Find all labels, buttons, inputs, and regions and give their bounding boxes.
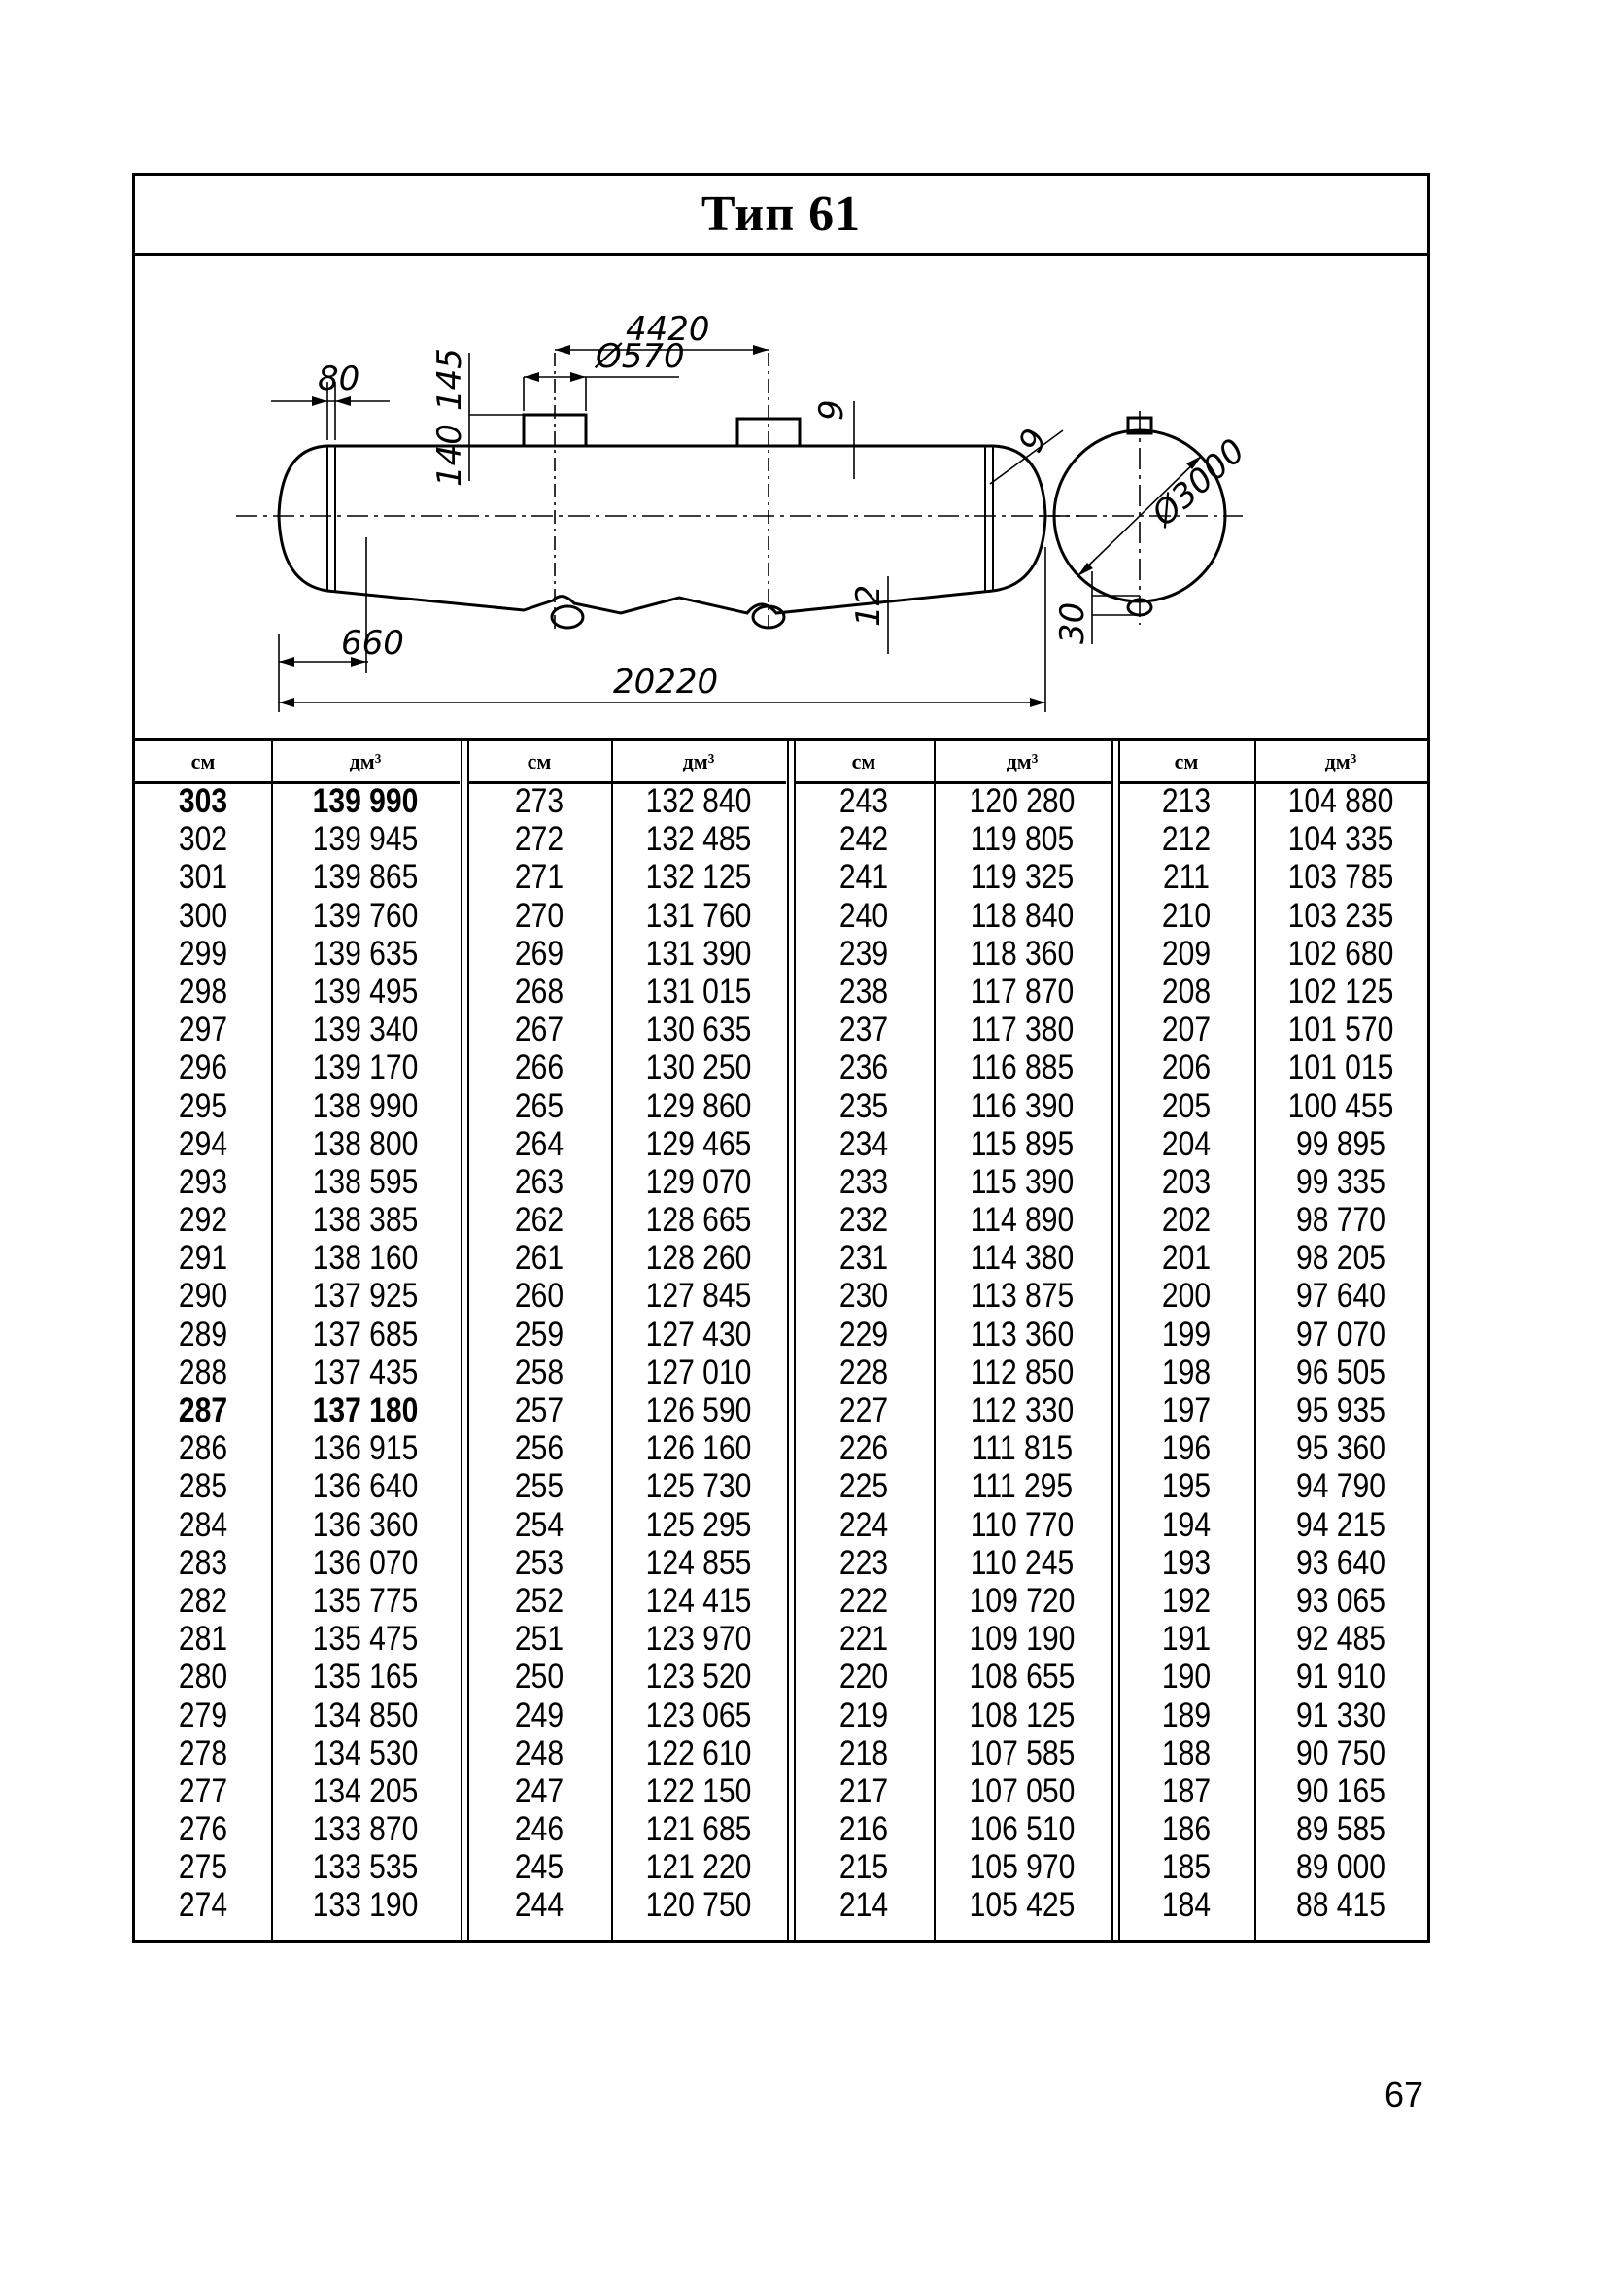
table-cell-dm: 105 970: [969, 1848, 1076, 1887]
table-cell-cm: 238: [838, 972, 889, 1011]
table-cell-dm: 122 610: [645, 1733, 752, 1772]
table-cell-cm: 261: [514, 1239, 564, 1278]
table-cell-dm: 95 935: [1295, 1391, 1386, 1429]
table-cell-dm: 118 840: [970, 896, 1075, 935]
table-cell-cm: 234: [838, 1124, 889, 1163]
table-cell-cm: 228: [838, 1353, 889, 1391]
table-cell-dm: 116 885: [970, 1048, 1075, 1087]
label-9-head: 9: [1010, 423, 1056, 459]
table-cell-dm: 129 860: [645, 1086, 752, 1125]
table-cell-dm: 108 125: [969, 1696, 1076, 1734]
table-cell-dm: 123 065: [645, 1696, 752, 1734]
table-cell-dm: 139 170: [312, 1048, 419, 1087]
table-column-cm-2: [467, 741, 611, 1940]
table-cell-dm: 130 635: [645, 1011, 752, 1049]
table-cell-cm: 210: [1161, 896, 1212, 935]
column-header-cm: см: [794, 741, 934, 784]
table-cell-cm: 251: [514, 1620, 564, 1659]
table-cell-cm: 270: [514, 896, 564, 935]
table-cell-cm: 186: [1161, 1810, 1212, 1849]
table-cell-cm: 203: [1161, 1162, 1212, 1201]
table-cell-cm: 287: [178, 1391, 228, 1429]
table-cell-dm: 100 455: [1287, 1086, 1394, 1125]
table-cell-dm: 124 415: [645, 1581, 752, 1620]
table-cell-cm: 248: [514, 1733, 564, 1772]
table-cell-cm: 195: [1161, 1467, 1212, 1506]
column-values: [467, 782, 611, 1925]
table-cell-cm: 201: [1161, 1239, 1212, 1278]
table-cell-cm: 190: [1161, 1658, 1212, 1696]
table-cell-dm: 89 585: [1295, 1810, 1386, 1849]
table-cell-cm: 286: [178, 1429, 228, 1468]
table-cell-cm: 298: [178, 972, 228, 1011]
table-cell-dm: 139 865: [312, 858, 419, 897]
label-140: 140: [430, 424, 469, 487]
table-cell-cm: 256: [514, 1429, 564, 1468]
table-cell-dm: 137 180: [312, 1391, 419, 1429]
table-cell-cm: 265: [514, 1086, 564, 1125]
table-cell-cm: 216: [838, 1810, 889, 1849]
table-cell-dm: 114 890: [970, 1201, 1075, 1240]
table-cell-cm: 281: [178, 1620, 228, 1659]
table-cell-dm: 127 010: [645, 1353, 752, 1391]
label-3000: Ø3000: [1145, 431, 1253, 534]
table-cell-dm: 138 595: [312, 1162, 419, 1201]
table-cell-cm: 295: [178, 1086, 228, 1125]
table-cell-dm: 113 875: [970, 1277, 1075, 1316]
table-cell-cm: 240: [838, 896, 889, 935]
table-cell-cm: 300: [178, 896, 228, 935]
table-cell-dm: 138 800: [312, 1124, 419, 1163]
table-cell-dm: 139 635: [312, 934, 419, 973]
table-cell-dm: 88 415: [1295, 1886, 1386, 1925]
table-cell-cm: 214: [838, 1886, 889, 1925]
table-cell-cm: 255: [514, 1467, 564, 1506]
table-cell-dm: 139 990: [312, 782, 419, 820]
title-row: [135, 176, 1427, 256]
table-cell-cm: 268: [514, 972, 564, 1011]
table-cell-cm: 225: [838, 1467, 889, 1506]
table-cell-cm: 303: [178, 782, 228, 820]
table-cell-cm: 242: [838, 820, 889, 859]
table-cell-cm: 221: [838, 1620, 889, 1659]
table-cell-cm: 269: [514, 934, 564, 973]
table-cell-cm: 267: [514, 1011, 564, 1049]
table-cell-cm: 229: [838, 1315, 889, 1354]
table-cell-dm: 112 850: [970, 1353, 1075, 1391]
table-cell-dm: 113 360: [970, 1315, 1075, 1354]
table-cell-cm: 224: [838, 1505, 889, 1544]
table-cell-cm: 212: [1161, 820, 1212, 859]
sump-left: [552, 606, 583, 628]
table-cell-cm: 290: [178, 1277, 228, 1316]
table-cell-cm: 200: [1161, 1277, 1212, 1316]
table-cell-cm: 292: [178, 1201, 228, 1240]
table-column-dm-1: [271, 741, 460, 1940]
table-cell-cm: 260: [514, 1277, 564, 1316]
table-cell-cm: 280: [178, 1658, 228, 1696]
table-cell-dm: 95 360: [1295, 1429, 1386, 1468]
table-cell-dm: 132 840: [645, 782, 752, 820]
table-cell-cm: 257: [514, 1391, 564, 1429]
table-cell-dm: 106 510: [969, 1810, 1076, 1849]
table-cell-cm: 206: [1161, 1048, 1212, 1087]
table-cell-dm: 98 205: [1295, 1239, 1386, 1278]
table-cell-cm: 294: [178, 1124, 228, 1163]
table-cell-dm: 128 665: [645, 1201, 752, 1240]
table-cell-dm: 107 585: [969, 1733, 1076, 1772]
column-header-dm: дм³: [934, 741, 1111, 784]
column-header-cm: см: [135, 741, 271, 784]
tank-drawing: [135, 256, 1427, 738]
table-cell-dm: 121 220: [645, 1848, 752, 1887]
tank-right-head: [993, 446, 1045, 591]
column-values: [271, 782, 460, 1925]
table-cell-dm: 93 640: [1295, 1543, 1386, 1582]
table-cell-cm: 192: [1161, 1581, 1212, 1620]
column-values: [1118, 782, 1254, 1925]
table-cell-dm: 101 015: [1287, 1048, 1394, 1087]
table-cell-dm: 126 590: [645, 1391, 752, 1429]
column-values: [794, 782, 934, 1925]
table-cell-dm: 139 340: [312, 1011, 419, 1049]
table-cell-dm: 117 870: [970, 972, 1075, 1011]
table-cell-cm: 198: [1161, 1353, 1212, 1391]
table-cell-cm: 233: [838, 1162, 889, 1201]
table-cell-dm: 90 165: [1295, 1771, 1386, 1810]
table-cell-cm: 302: [178, 820, 228, 859]
table-cell-dm: 132 125: [645, 858, 752, 897]
table-cell-dm: 133 190: [312, 1886, 419, 1925]
column-header-dm: дм³: [611, 741, 786, 784]
table-cell-dm: 132 485: [645, 820, 752, 859]
table-cell-cm: 273: [514, 782, 564, 820]
table-cell-dm: 133 870: [312, 1810, 419, 1849]
table-cell-dm: 138 385: [312, 1201, 419, 1240]
table-cell-dm: 129 070: [645, 1162, 752, 1201]
table-cell-cm: 227: [838, 1391, 889, 1429]
table-cell-dm: 136 070: [312, 1543, 419, 1582]
table-cell-dm: 108 655: [969, 1658, 1076, 1696]
table-cell-cm: 226: [838, 1429, 889, 1468]
table-cell-dm: 125 730: [645, 1467, 752, 1506]
table-cell-cm: 220: [838, 1658, 889, 1696]
table-cell-dm: 128 260: [645, 1239, 752, 1278]
table-cell-cm: 264: [514, 1124, 564, 1163]
table-cell-dm: 102 680: [1287, 934, 1394, 973]
table-cell-cm: 282: [178, 1581, 228, 1620]
table-cell-dm: 131 015: [645, 972, 752, 1011]
table-cell-cm: 237: [838, 1011, 889, 1049]
table-cell-cm: 205: [1161, 1086, 1212, 1125]
table-cell-dm: 96 505: [1295, 1353, 1386, 1391]
table-cell-dm: 94 790: [1295, 1467, 1386, 1506]
table-cell-dm: 123 520: [645, 1658, 752, 1696]
table-cell-dm: 91 330: [1295, 1696, 1386, 1734]
table-cell-cm: 199: [1161, 1315, 1212, 1354]
table-cell-dm: 111 295: [971, 1467, 1074, 1506]
table-cell-cm: 252: [514, 1581, 564, 1620]
table-cell-dm: 111 815: [971, 1429, 1074, 1468]
column-values: [1254, 782, 1427, 1925]
table-cell-cm: 301: [178, 858, 228, 897]
table-cell-dm: 122 150: [645, 1771, 752, 1810]
table-cell-cm: 254: [514, 1505, 564, 1544]
column-header-dm: дм³: [1254, 741, 1427, 784]
table-cell-cm: 222: [838, 1581, 889, 1620]
table-cell-dm: 90 750: [1295, 1733, 1386, 1772]
label-145: 145: [430, 348, 469, 411]
column-header-cm: см: [1118, 741, 1254, 784]
table-cell-cm: 223: [838, 1543, 889, 1582]
table-cell-cm: 211: [1163, 858, 1210, 897]
table-cell-cm: 291: [178, 1239, 228, 1278]
table-cell-cm: 299: [178, 934, 228, 973]
table-cell-dm: 137 685: [312, 1315, 419, 1354]
table-cell-cm: 197: [1161, 1391, 1212, 1429]
table-cell-dm: 124 855: [645, 1543, 752, 1582]
table-cell-cm: 232: [838, 1201, 889, 1240]
table-cell-cm: 188: [1161, 1733, 1212, 1772]
table-cell-cm: 219: [838, 1696, 889, 1734]
table-cell-cm: 193: [1161, 1543, 1212, 1582]
table-cell-cm: 262: [514, 1201, 564, 1240]
table-cell-dm: 120 280: [969, 782, 1076, 820]
table-cell-cm: 194: [1161, 1505, 1212, 1544]
table-cell-cm: 284: [178, 1505, 228, 1544]
table-cell-dm: 104 335: [1287, 820, 1394, 859]
table-column-cm-4: [1118, 741, 1254, 1940]
table-cell-cm: 218: [838, 1733, 889, 1772]
table-cell-dm: 99 335: [1295, 1162, 1386, 1201]
table-cell-cm: 187: [1161, 1771, 1212, 1810]
table-cell-dm: 109 720: [969, 1581, 1076, 1620]
table-cell-dm: 121 685: [645, 1810, 752, 1849]
table-cell-cm: 243: [838, 782, 889, 820]
table-cell-cm: 272: [514, 820, 564, 859]
table-cell-dm: 118 360: [970, 934, 1075, 973]
table-cell-cm: 297: [178, 1011, 228, 1049]
table-cell-dm: 105 425: [969, 1886, 1076, 1925]
table-cell-dm: 94 215: [1295, 1505, 1386, 1544]
table-cell-cm: 231: [838, 1239, 889, 1278]
table-cell-dm: 110 770: [970, 1505, 1075, 1544]
label-4420: 4420: [626, 310, 710, 349]
table-cell-dm: 138 990: [312, 1086, 419, 1125]
table-cell-cm: 278: [178, 1733, 228, 1772]
table-cell-cm: 293: [178, 1162, 228, 1201]
label-80: 80: [318, 360, 360, 398]
table-cell-cm: 288: [178, 1353, 228, 1391]
table-cell-dm: 104 880: [1287, 782, 1394, 820]
tank-left-head: [279, 446, 327, 591]
table-cell-dm: 123 970: [645, 1620, 752, 1659]
table-cell-dm: 139 945: [312, 820, 419, 859]
table-cell-dm: 99 895: [1295, 1124, 1386, 1163]
table-cell-dm: 134 205: [312, 1771, 419, 1810]
table-cell-dm: 138 160: [312, 1239, 419, 1278]
table-cell-dm: 117 380: [970, 1011, 1075, 1049]
column-header-cm: см: [467, 741, 611, 784]
table-cell-dm: 131 760: [645, 896, 752, 935]
table-cell-cm: 271: [514, 858, 564, 897]
table-cell-cm: 204: [1161, 1124, 1212, 1163]
table-cell-cm: 285: [178, 1467, 228, 1506]
table-cell-dm: 89 000: [1295, 1848, 1386, 1887]
table-cell-cm: 185: [1161, 1848, 1212, 1887]
label-12: 12: [849, 584, 888, 627]
table-cell-cm: 247: [514, 1771, 564, 1810]
table-column-dm-2: [611, 741, 786, 1940]
table-cell-dm: 136 640: [312, 1467, 419, 1506]
table-cell-dm: 127 845: [645, 1277, 752, 1316]
tank-table-frame: [132, 173, 1430, 1943]
table-cell-cm: 236: [838, 1048, 889, 1087]
table-column-dm-3: [934, 741, 1111, 1940]
table-cell-cm: 239: [838, 934, 889, 973]
table-cell-cm: 246: [514, 1810, 564, 1849]
label-9-top: 9: [812, 399, 851, 421]
table-cell-cm: 275: [178, 1848, 228, 1887]
column-divider: [1254, 741, 1256, 1940]
table-cell-cm: 289: [178, 1315, 228, 1354]
table-cell-cm: 276: [178, 1810, 228, 1849]
table-cell-dm: 103 235: [1287, 896, 1394, 935]
table-cell-dm: 137 435: [312, 1353, 419, 1391]
table-cell-cm: 249: [514, 1696, 564, 1734]
table-cell-cm: 266: [514, 1048, 564, 1087]
table-cell-cm: 274: [178, 1886, 228, 1925]
table-cell-dm: 92 485: [1295, 1620, 1386, 1659]
page-title: Тип 61: [701, 187, 862, 242]
table-column-cm-1: [135, 741, 271, 1940]
table-cell-cm: 215: [838, 1848, 889, 1887]
table-cell-dm: 110 245: [970, 1543, 1075, 1582]
table-cell-dm: 101 570: [1287, 1011, 1394, 1049]
label-20220: 20220: [613, 663, 719, 702]
table-cell-dm: 126 160: [645, 1429, 752, 1468]
table-cell-cm: 279: [178, 1696, 228, 1734]
table-cell-dm: 112 330: [970, 1391, 1075, 1429]
table-cell-dm: 91 910: [1295, 1658, 1386, 1696]
column-values: [934, 782, 1111, 1925]
column-header-dm: дм³: [271, 741, 460, 784]
column-divider: [611, 741, 613, 1940]
table-cell-cm: 207: [1161, 1011, 1212, 1049]
table-cell-dm: 134 530: [312, 1733, 419, 1772]
table-cell-dm: 119 325: [970, 858, 1075, 897]
table-cell-dm: 136 360: [312, 1505, 419, 1544]
table-cell-dm: 139 495: [312, 972, 419, 1011]
table-cell-dm: 131 390: [645, 934, 752, 973]
table-cell-cm: 184: [1161, 1886, 1212, 1925]
table-cell-dm: 97 640: [1295, 1277, 1386, 1316]
volume-table: [135, 738, 1427, 1940]
table-cell-cm: 189: [1161, 1696, 1212, 1734]
table-cell-dm: 97 070: [1295, 1315, 1386, 1354]
table-cell-cm: 196: [1161, 1429, 1212, 1468]
table-cell-cm: 258: [514, 1353, 564, 1391]
table-cell-cm: 263: [514, 1162, 564, 1201]
table-cell-dm: 116 390: [970, 1086, 1075, 1125]
table-cell-dm: 119 805: [970, 820, 1075, 859]
table-column-cm-3: [794, 741, 934, 1940]
table-cell-dm: 133 535: [312, 1848, 419, 1887]
table-cell-cm: 235: [838, 1086, 889, 1125]
table-cell-dm: 109 190: [969, 1620, 1076, 1659]
table-cell-dm: 102 125: [1287, 972, 1394, 1011]
table-cell-cm: 253: [514, 1543, 564, 1582]
table-cell-cm: 250: [514, 1658, 564, 1696]
table-cell-dm: 120 750: [645, 1886, 752, 1925]
tank-bottom-line: [327, 591, 993, 613]
table-column-dm-4: [1254, 741, 1427, 1940]
table-cell-cm: 230: [838, 1277, 889, 1316]
table-cell-cm: 283: [178, 1543, 228, 1582]
table-cell-dm: 114 380: [970, 1239, 1075, 1278]
table-cell-dm: 93 065: [1295, 1581, 1386, 1620]
table-cell-dm: 136 915: [312, 1429, 419, 1468]
column-values: [135, 782, 271, 1925]
table-cell-dm: 137 925: [312, 1277, 419, 1316]
table-cell-dm: 129 465: [645, 1124, 752, 1163]
table-cell-cm: 244: [514, 1886, 564, 1925]
table-cell-cm: 213: [1161, 782, 1212, 820]
table-cell-cm: 245: [514, 1848, 564, 1887]
page-number: 67: [1385, 2074, 1424, 2114]
label-660: 660: [341, 624, 404, 663]
table-cell-dm: 135 775: [312, 1581, 419, 1620]
label-570: Ø570: [596, 337, 685, 376]
table-cell-dm: 115 895: [970, 1124, 1075, 1163]
table-cell-cm: 259: [514, 1315, 564, 1354]
table-cell-dm: 103 785: [1287, 858, 1394, 897]
table-cell-cm: 277: [178, 1771, 228, 1810]
column-divider: [271, 741, 273, 1940]
table-cell-dm: 139 760: [312, 896, 419, 935]
table-cell-dm: 98 770: [1295, 1201, 1386, 1240]
table-cell-cm: 296: [178, 1048, 228, 1087]
table-cell-dm: 130 250: [645, 1048, 752, 1087]
table-cell-dm: 135 165: [312, 1658, 419, 1696]
table-cell-dm: 125 295: [645, 1505, 752, 1544]
table-cell-cm: 217: [838, 1771, 889, 1810]
table-cell-dm: 134 850: [312, 1696, 419, 1734]
table-cell-cm: 202: [1161, 1201, 1212, 1240]
table-cell-cm: 209: [1161, 934, 1212, 973]
table-cell-dm: 107 050: [969, 1771, 1076, 1810]
column-values: [611, 782, 786, 1925]
table-cell-dm: 135 475: [312, 1620, 419, 1659]
column-divider: [934, 741, 936, 1940]
label-30: 30: [1053, 601, 1092, 644]
table-cell-cm: 191: [1161, 1620, 1212, 1659]
table-cell-dm: 127 430: [645, 1315, 752, 1354]
table-cell-cm: 241: [838, 858, 889, 897]
table-cell-dm: 115 390: [970, 1162, 1075, 1201]
table-cell-cm: 208: [1161, 972, 1212, 1011]
